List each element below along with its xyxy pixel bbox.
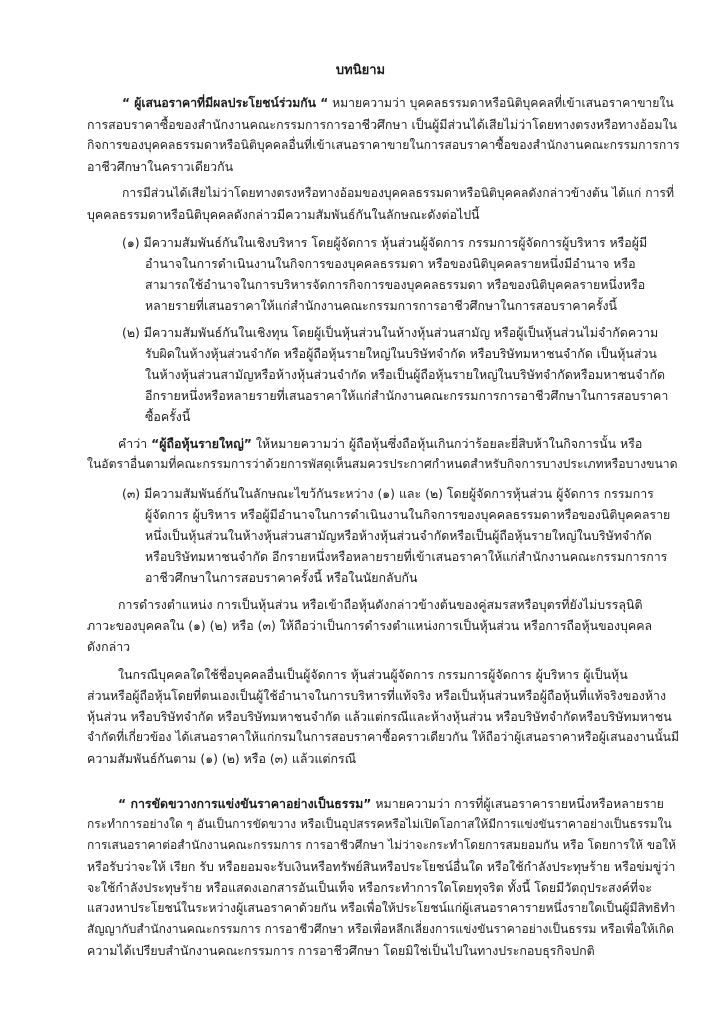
definition-prefix: คำว่า [118, 436, 148, 451]
definition-line: การสอบราคาซื้อของสำนักงานคณะกรรมการการอาชีวศึกษา เป็นผู้มีส่วนได้เสียไม่ว่าโดยทางตรงหรือทางอ้อมใน [87, 117, 678, 132]
list-item-line: รับผิดในห้างหุ้นส่วนจำกัด หรือผู้ถือหุ้นรายใหญ่ในบริษัทจำกัด หรือบริษัทมหาชนจำกัด เป็นหุ้นส่วน [145, 346, 657, 361]
paragraph-line: ส่วนหรือผู้ถือหุ้นโดยที่ตนเองเป็นผู้ใช้อำนาจในการบริหารที่แท้จริง หรือเป็นหุ้นส่วนหรือผู้ถือหุ้นที่แท้จริงของห้าง [87, 688, 667, 703]
paragraph-line: ความสัมพันธ์กันตาม (๑) (๒) หรือ (๓) แล้วแต่กรณี [87, 751, 357, 766]
list-item-line: อีกรายหนึ่งหรือหลายรายที่เสนอราคาให้แก่สำนักงานคณะกรรมการการอาชีวศึกษาในการสอบราคา [145, 388, 669, 403]
paragraph-line: หุ้นส่วน หรือบริษัทจำกัด หรือบริษัทมหาชนจำกัด แล้วแต่กรณีและห้างหุ้นส่วน หรือบริษัทจำกัดหรือบริษัทมหาชน [87, 709, 672, 724]
definition-line: สัญญากับสำนักงานคณะกรรมการ การอาชีวศึกษา หรือเพื่อหลีกเลี่ยงการแข่งขันราคาอย่างเป็นธรรม หรือเพื่อให้เกิด [87, 922, 674, 936]
definition-text: ให้หมายความว่า ผู้ถือหุ้นซึ่งถือหุ้นเกินกว่าร้อยละยี่สิบห้าในกิจการนั้น หรือ [255, 436, 643, 451]
list-item-line: ซื้อครั้งนี้ [145, 409, 191, 424]
paragraph-line: การดำรงตำแหน่ง การเป็นหุ้นส่วน หรือเข้าถือหุ้นดังกล่าวข้างต้นของคู่สมรสหรือบุตรที่ยังไม่บรรลุนิติ [118, 597, 643, 612]
paragraph-line: ในกรณีบุคคลใดใช้ชื่อบุคคลอื่นเป็นผู้จัดการ หุ้นส่วนผู้จัดการ กรรมการผู้จัดการ ผู้บริหาร ผู้เป็นหุ้น [118, 667, 628, 682]
definition-line: กระทำการอย่างใด ๆ อันเป็นการขัดขวาง หรือเป็นอุปสรรคหรือไม่เปิดโอกาสให้มีการแข่งขันราคาอย่างเป็นธรรมใน [87, 817, 672, 831]
definition-line [118, 793, 664, 814]
list-item-line: ในห้างหุ้นส่วนสามัญหรือห้างหุ้นส่วนจำกัด หรือเป็นผู้ถือหุ้นรายใหญ่ในบริษัทจำกัดหรือมหาชนจำกัด [145, 367, 666, 382]
list-item-line: (๑) มีความสัมพันธ์กันในเชิงบริหาร โดยผู้จัดการ หุ้นส่วนผู้จัดการ กรรมการผู้จัดการผู้บริหาร หรือผู้มี [122, 235, 648, 250]
list-item-line: สามารถใช้อำนาจในการบริหารจัดการกิจการของบุคคลธรรมดา หรือของนิติบุคคลรายหนึ่งหรือ [145, 277, 646, 292]
defined-term: “ การขัดขวางการแข่งขันราคาอย่างเป็นธรรม” [118, 796, 372, 811]
list-item-line: หนึ่งเป็นหุ้นส่วนในห้างหุ้นส่วนสามัญหรือห้างหุ้นส่วนจำกัดหรือเป็นผู้ถือหุ้นรายใหญ่ในบริษัทจำกัด [145, 528, 652, 543]
paragraph-line: ภาวะของบุคคลใน (๑) (๒) หรือ (๓) ให้ถือว่าเป็นการดำรงตำแหน่งการเป็นหุ้นส่วน หรือการถือหุ้นของบุคคล [87, 618, 653, 633]
definition-text: หมายความว่า บุคคลธรรมดาหรือนิติบุคคลที่เข้าเสนอราคาขายใน [332, 96, 674, 110]
definition-line: ในอัตราอื่นตามที่คณะกรรมการว่าด้วยการพัสดุเห็นสมควรประกาศกำหนดสำหรับกิจการบางประเภทหรือบางขนาด [87, 457, 678, 471]
definition-line: อาชีวศึกษาในคราวเดียวกัน [87, 159, 234, 174]
definition-line: กิจการของบุคคลธรรมดาหรือนิติบุคคลอื่นที่เข้าเสนอราคาขายในการสอบราคาซื้อของสำนักงานคณะกรรมการการ [87, 138, 680, 152]
definition-line [118, 433, 642, 454]
list-item-line: ผู้จัดการ ผู้บริหาร หรือผู้มีอำนาจในการดำเนินงานในกิจการของบุคคลธรรมดาหรือของนิติบุคคลราย [145, 507, 671, 522]
paragraph-line: บุคคลธรรมดาหรือนิติบุคคลดังกล่าวมีความสัมพันธ์กันในลักษณะดังต่อไปนี้ [87, 207, 480, 222]
list-item-line: (๓) มีความสัมพันธ์กันในลักษณะไขว้กันระหว่าง (๑) และ (๒) โดยผู้จัดการหุ้นส่วน ผู้จัดการ กรรมการ [122, 486, 654, 501]
definition-text: หมายความว่า การที่ผู้เสนอราคารายหนึ่งหรือหลายราย [375, 796, 664, 811]
list-item-line: อำนาจในการดำเนินงานในกิจการของบุคคลธรรมดา หรือของนิติบุคคลรายหนึ่งมีอำนาจ หรือ [145, 256, 636, 271]
defined-term: “ ผู้เสนอราคาที่มีผลประโยชน์ร่วมกัน “ [122, 96, 329, 110]
list-item-line: อาชีวศึกษาในการสอบราคาครั้งนี้ หรือในนัยกลับกัน [145, 570, 418, 585]
paragraph-line: จำกัดที่เกี่ยวข้อง ได้เสนอราคาให้แก่กรมในการสอบราคาซื้อคราวเดียวกัน ให้ถือว่าผู้เสนอราคาหรือผู้เสนองานนั้นมี [87, 730, 680, 744]
definition-line: ความได้เปรียบสำนักงานคณะกรรมการ การอาชีวศึกษา โดยมิใช่เป็นไปในทางประกอบธุรกิจปกติ [87, 943, 595, 958]
defined-term: “ผู้ถือหุ้นรายใหญ่” [151, 436, 252, 451]
paragraph-line: การมีส่วนได้เสียไม่ว่าโดยทางตรงหรือทางอ้อมของบุคคลธรรมดาหรือนิติบุคคลดังกล่าวข้างต้น ได้แก่ การที่ [122, 186, 674, 200]
definition-line [122, 93, 674, 114]
list-item-line: หลายรายที่เสนอราคาให้แก่สำนักงานคณะกรรมการการอาชีวศึกษาในการสอบราคาครั้งนี้ [145, 298, 617, 313]
paragraph-line: ดังกล่าว [87, 639, 131, 654]
definition-line: การเสนอราคาต่อสำนักงานคณะกรรมการ การอาชีวศึกษา ไม่ว่าจะกระทำโดยการสมยอมกัน หรือ โดยการให้ ขอให้ [87, 838, 677, 852]
list-item-line: หรือบริษัทมหาชนจำกัด อีกรายหนึ่งหรือหลายรายที่เข้าเสนอราคาให้แก่สำนักงานคณะกรรมการการ [145, 549, 668, 564]
definition-line: แสวงหาประโยชน์ในระหว่างผู้เสนอราคาด้วยกัน หรือเพื่อให้ประโยชน์แก่ผู้เสนอราคารายหนึ่งรายใดเป็นผู้มีสิทธิทำ [87, 901, 676, 915]
definition-line: จะใช้กำลังประทุษร้าย หรือแสดงเอกสารอันเป็นเท็จ หรือกระทำการใดโดยทุจริต ทั้งนี้ โดยมีวัตถุประสงค์ที่จะ [87, 880, 653, 895]
definition-line: หรือรับว่าจะให้ เรียก รับ หรือยอมจะรับเงินหรือทรัพย์สินหรือประโยชน์อื่นใด หรือใช้กำลังประทุษร้าย หรือข่มขู่ว่า [87, 859, 676, 874]
document-title: บทนิยาม [335, 63, 386, 78]
list-item-line: (๒) มีความสัมพันธ์กันในเชิงทุน โดยผู้เป็นหุ้นส่วนในห้างหุ้นส่วนสามัญ หรือผู้เป็นหุ้นส่วนไม่จำกัดความ [122, 325, 659, 340]
